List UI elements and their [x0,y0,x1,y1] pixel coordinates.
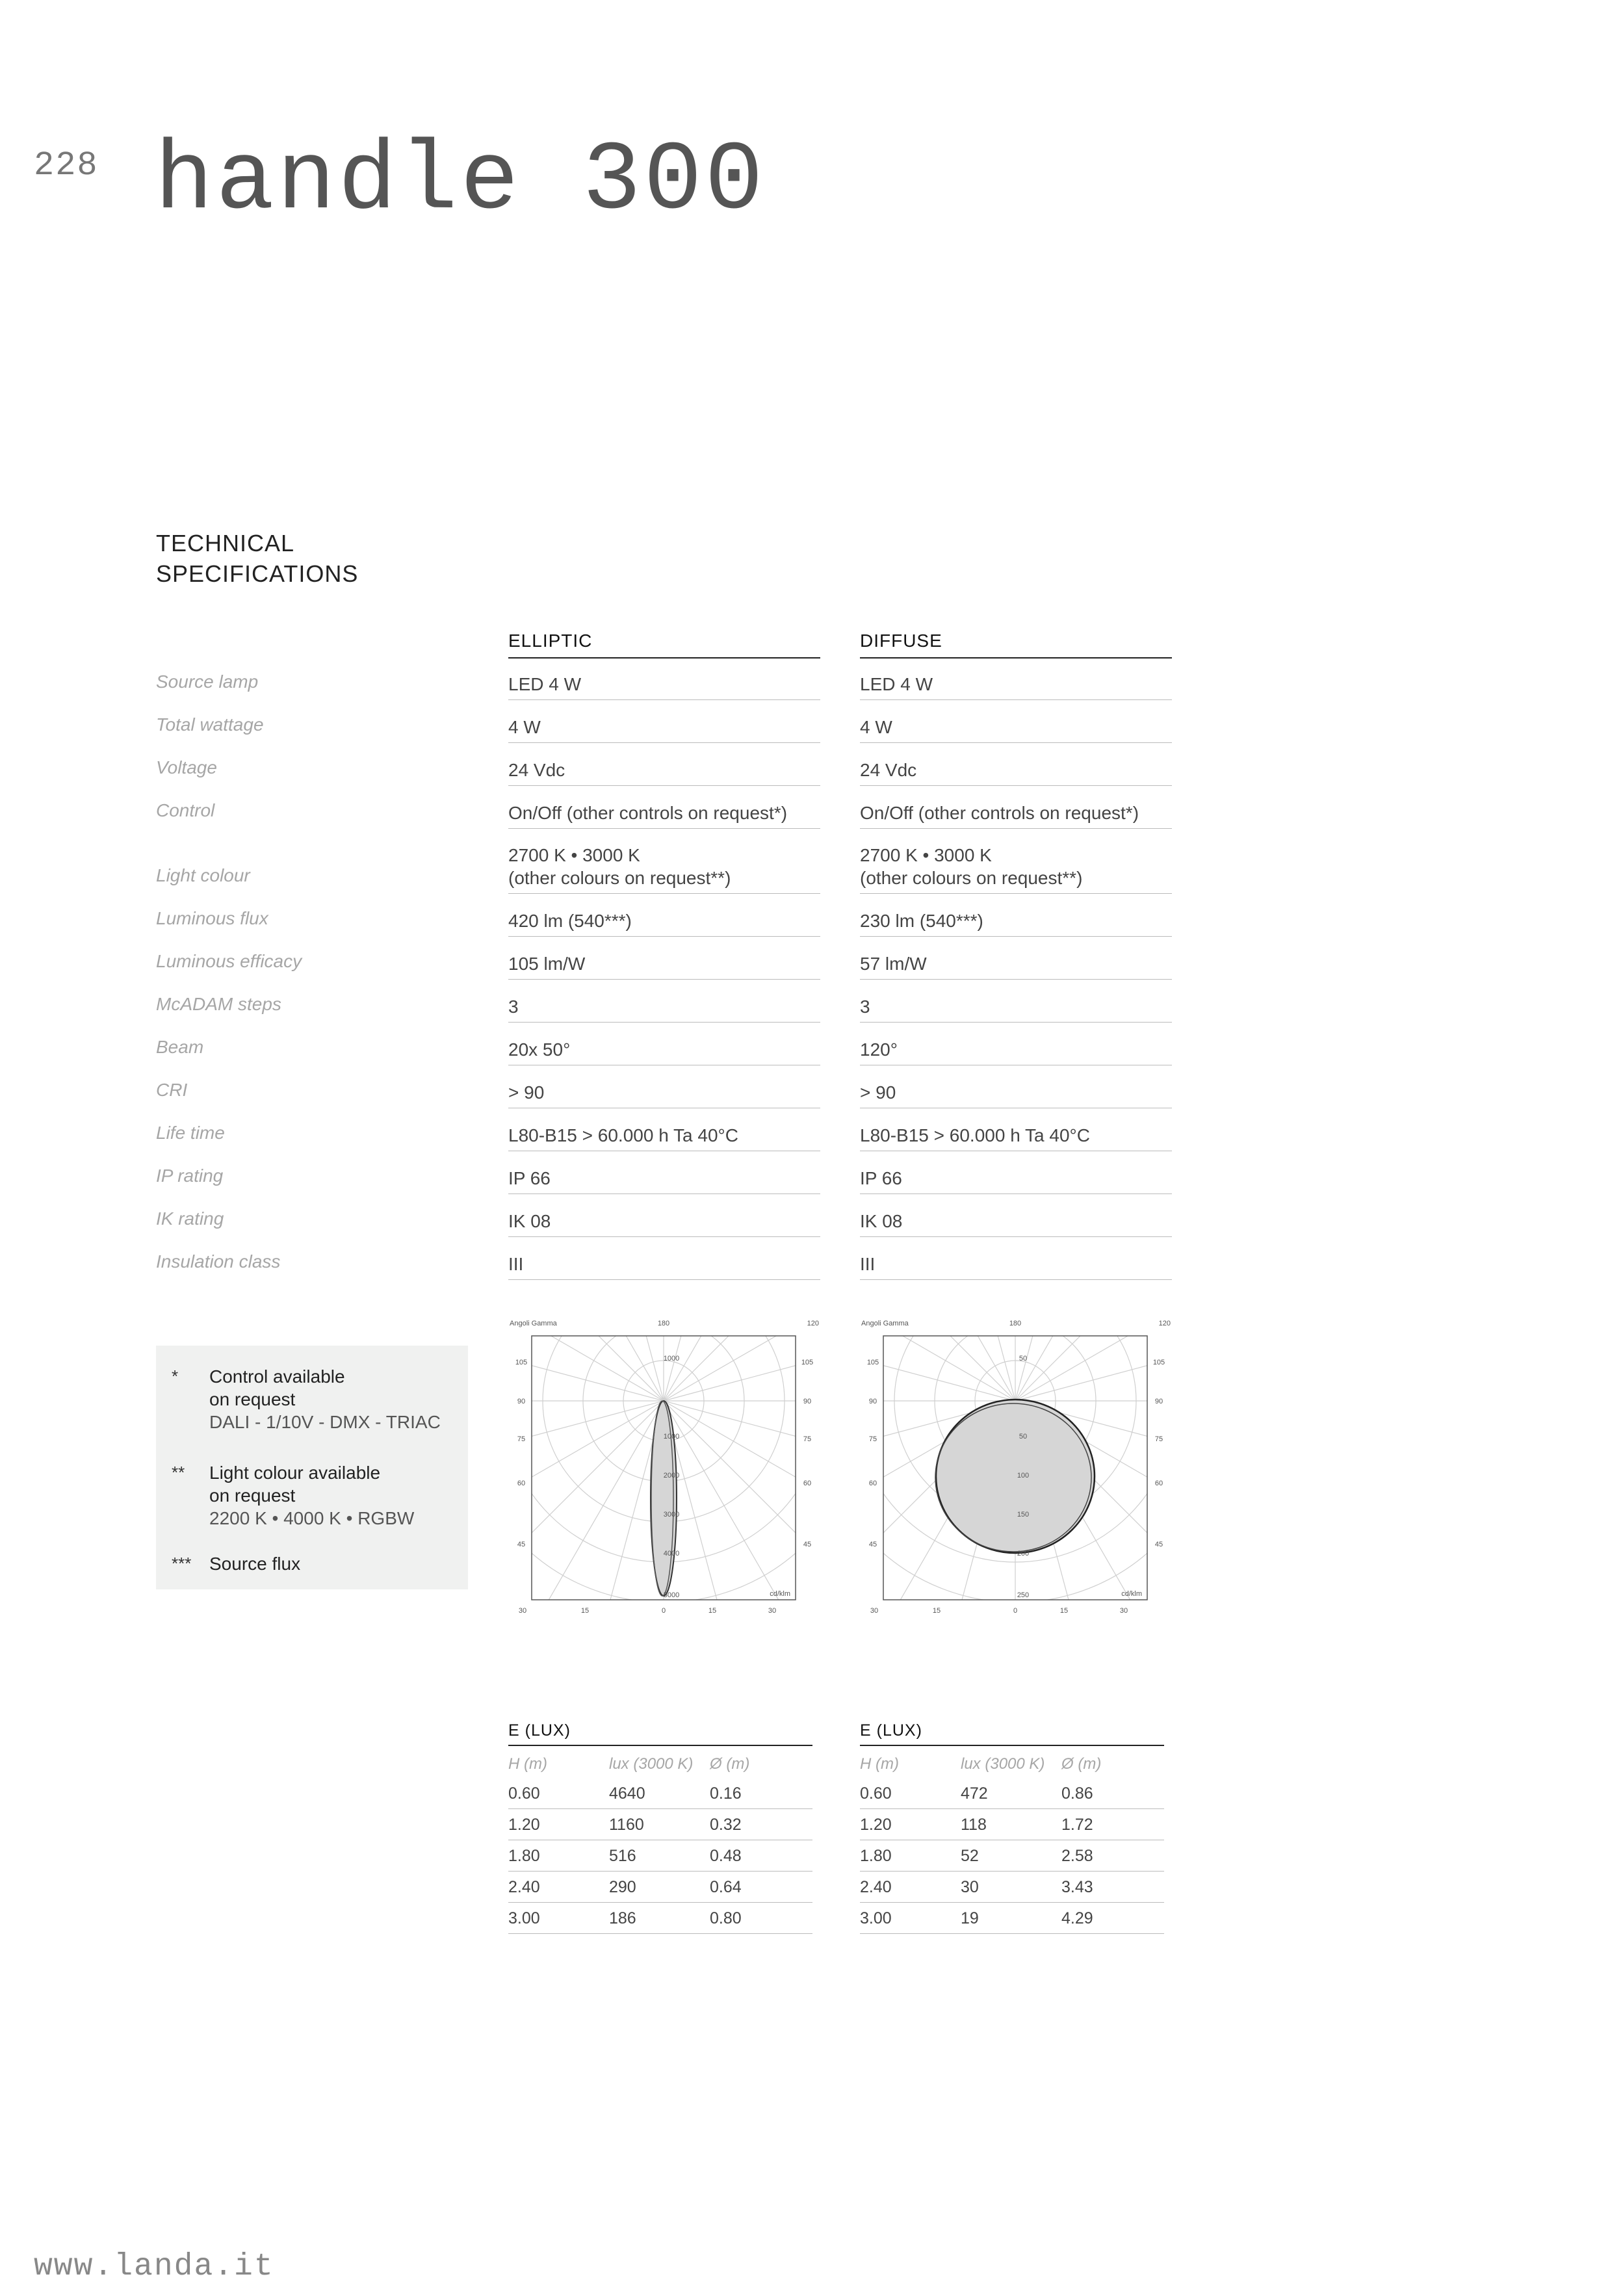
spec-value-elliptic [508,937,820,980]
spec-value-diffuse [860,980,1172,1023]
polar-header-mid: 180 [1009,1320,1022,1327]
spec-value-diffuse [860,700,1172,743]
spec-value-line: L80-B15 > 60.000 h Ta 40°C [860,1125,1090,1145]
spec-value-line: 3 [860,997,870,1017]
polar-bottom-label: 15 [1059,1607,1069,1615]
spec-value-line: L80-B15 > 60.000 h Ta 40°C [508,1125,738,1145]
spec-value-line: On/Off (other controls on request*) [860,803,1139,823]
spec-value-elliptic [508,786,820,829]
polar-side-label-left: 105 [866,1359,879,1366]
spec-value-line: 230 lm (540***) [860,911,983,931]
column-header-diffuse: DIFFUSE [860,631,1172,659]
spec-value-elliptic [508,743,820,786]
column-header-elliptic: ELLIPTIC [508,631,820,659]
spec-label: McADAM steps [156,994,281,1014]
spec-value-line: III [508,1254,524,1274]
spec-value-line: 4 W [508,717,541,737]
spec-value-line: > 90 [860,1082,896,1102]
polar-radial-label: 3000 [663,1511,680,1519]
spec-label: IP rating [156,1166,224,1186]
polar-grid-ray [664,1316,820,1401]
polar-side-label-right: 105 [1152,1359,1165,1366]
lux-table-cell: 1160 [609,1816,644,1834]
note-text [209,1552,300,1575]
lux-column-header: H (m) [860,1755,899,1773]
spec-label: Luminous efficacy [156,951,302,971]
polar-radial-label: 50 [1019,1433,1028,1441]
lux-table-row [508,1872,812,1903]
lux-table-cell: 118 [961,1816,987,1834]
spec-label: Control [156,800,215,820]
lux-table-title: E (LUX) [508,1721,812,1746]
spec-value-line: 24 Vdc [508,760,565,780]
polar-bottom-label: 30 [518,1607,527,1615]
spec-value-line: IP 66 [860,1168,902,1188]
spec-value-line: IK 08 [860,1211,903,1231]
lux-table-cell: 472 [961,1784,988,1803]
lux-table-row [860,1841,1164,1872]
spec-label: Total wattage [156,714,264,735]
spec-value-diffuse [860,743,1172,786]
spec-value-line: > 90 [508,1082,545,1102]
lux-table-title: E (LUX) [860,1721,1164,1746]
lux-table-cell: 30 [961,1878,979,1896]
note-title-line: Light colour available [209,1463,381,1483]
lux-table-cell: 290 [609,1878,636,1896]
spec-value-elliptic [508,829,820,894]
polar-side-label-left: 105 [515,1359,528,1366]
polar-grid-ray [1015,1316,1172,1401]
polar-curve-diffuse [936,1400,1095,1553]
spec-label: Life time [156,1123,225,1143]
lux-table-row [860,1872,1164,1903]
spec-value-line: 4 W [860,717,892,737]
lux-table-row [508,1903,812,1934]
polar-grid-ray [664,1316,820,1401]
lux-table-cell: 0.16 [710,1784,742,1803]
note-mark: *** [172,1554,192,1573]
polar-header-left: Angoli Gamma [510,1320,557,1327]
spec-value-diffuse [860,1194,1172,1237]
lux-table-cell: 0.60 [860,1784,892,1803]
spec-value-diffuse [860,1151,1172,1194]
lux-table-cell: 186 [609,1909,636,1927]
polar-bottom-label: 0 [1013,1607,1018,1615]
polar-side-label-left: 90 [868,1398,877,1405]
note-title-line: on request [209,1485,296,1506]
lux-table-cell: 0.32 [710,1816,742,1834]
spec-value-line: 2700 K • 3000 K [860,845,992,865]
polar-grid-ray [1015,1316,1172,1401]
polar-side-label-right: 75 [1154,1435,1163,1443]
spec-value-elliptic [508,1108,820,1151]
spec-label: Light colour [156,865,250,885]
spec-value-elliptic [508,1065,820,1108]
note-text [209,1365,441,1433]
polar-grid-ray [546,1401,664,1622]
polar-bottom-label: 30 [870,1607,879,1615]
lux-table-cell: 1.20 [860,1816,892,1834]
spec-value-elliptic [508,894,820,937]
polar-radial-label: 200 [1017,1550,1030,1558]
spec-value-line: 57 lm/W [860,954,927,974]
lux-table-cell: 4640 [609,1784,645,1803]
lux-table-cell: 3.00 [860,1909,892,1927]
polar-bottom-label: 30 [1119,1607,1128,1615]
lux-column-header: Ø (m) [1061,1755,1102,1773]
spec-value-diffuse [860,786,1172,829]
spec-value-diffuse [860,1065,1172,1108]
spec-value-elliptic [508,700,820,743]
spec-value-line: 3 [508,997,519,1017]
lux-table-cell: 0.48 [710,1847,742,1865]
polar-bottom-label: 15 [580,1607,590,1615]
section-heading-line: SPECIFICATIONS [156,560,359,587]
lux-table-cell: 1.20 [508,1816,540,1834]
polar-grid-ray [661,1401,781,1622]
polar-side-label-right: 90 [803,1398,812,1405]
note-detail: 2200 K • 4000 K • RGBW [209,1508,415,1528]
polar-side-label-right: 75 [803,1435,812,1443]
polar-radial-label: 150 [1017,1511,1030,1519]
spec-value-diffuse [860,1108,1172,1151]
polar-radial-label: 50 [1019,1355,1028,1363]
spec-label: IK rating [156,1208,224,1229]
lux-column-header: H (m) [508,1755,547,1773]
spec-label: Insulation class [156,1251,281,1272]
spec-value-line: III [860,1254,876,1274]
note-title-line: on request [209,1389,296,1409]
polar-radial-label: 1000 [663,1433,680,1441]
polar-side-label-right: 60 [1154,1480,1163,1487]
section-heading-line: TECHNICAL [156,530,295,556]
spec-label: CRI [156,1080,188,1100]
spec-value-line: (other colours on request**) [508,868,731,888]
polar-grid-ray [664,1316,781,1401]
polar-side-label-left: 75 [868,1435,877,1443]
spec-value-line: 24 Vdc [860,760,917,780]
spec-value-diffuse [860,937,1172,980]
spec-value-line: On/Off (other controls on request*) [508,803,788,823]
lux-table-row [508,1810,812,1840]
polar-unit-label: cd/klm [770,1590,790,1598]
spec-label: Source lamp [156,672,259,692]
spec-value-elliptic [508,1023,820,1065]
lux-table-cell: 52 [961,1847,979,1865]
lux-table-row [860,1779,1164,1809]
polar-chart-elliptic [508,1316,820,1622]
polar-side-label-right: 45 [1154,1541,1163,1548]
polar-bottom-label: 30 [768,1607,777,1615]
spec-value-elliptic [508,1237,820,1280]
spec-label: Luminous flux [156,908,268,928]
polar-side-label-left: 45 [517,1541,526,1548]
polar-header-mid: 180 [657,1320,670,1327]
spec-label: Beam [156,1037,204,1057]
spec-value-line: IP 66 [508,1168,551,1188]
spec-value-line: (other colours on request**) [860,868,1083,888]
polar-diagram-elliptic [508,1316,820,1622]
footer-url[interactable]: www.landa.it [34,2249,274,2284]
lux-table-cell: 2.58 [1061,1847,1093,1865]
lux-table-cell: 3.43 [1061,1878,1093,1896]
spec-value-diffuse [860,1237,1172,1280]
note-mark: ** [172,1463,185,1482]
lux-table-cell: 4.29 [1061,1909,1093,1927]
page-number: 228 [34,146,99,185]
polar-radial-label: 2000 [663,1472,680,1480]
spec-value-elliptic [508,1194,820,1237]
polar-diagram-diffuse [860,1316,1172,1622]
polar-side-label-left: 60 [517,1480,526,1487]
note-title-line: Source flux [209,1554,301,1574]
polar-chart-diffuse [860,1316,1172,1622]
polar-grid-ray [546,1316,664,1401]
polar-side-label-right: 105 [801,1359,814,1366]
polar-header-right: 120 [807,1320,819,1327]
polar-side-label-left: 90 [517,1398,526,1405]
spec-value-diffuse [860,829,1172,894]
polar-unit-label: cd/klm [1121,1590,1142,1598]
polar-grid [860,1316,1172,1622]
spec-value-diffuse [860,657,1172,700]
polar-grid-ray [1015,1316,1172,1401]
spec-value-line: 2700 K • 3000 K [508,845,640,865]
lux-table-cell: 516 [609,1847,636,1865]
polar-header-right: 120 [1158,1320,1171,1327]
note-detail: DALI - 1/10V - DMX - TRIAC [209,1412,441,1432]
spec-value-line: IK 08 [508,1211,551,1231]
spec-value-line: LED 4 W [508,674,582,694]
polar-grid-ray [1015,1316,1133,1401]
polar-grid-ray [1015,1316,1172,1401]
lux-table-cell: 1.80 [508,1847,540,1865]
polar-bottom-label: 15 [708,1607,717,1615]
lux-table-row [508,1779,812,1809]
polar-bottom-label: 15 [932,1607,941,1615]
polar-radial-label: 250 [1017,1591,1030,1599]
polar-radial-label: 4000 [663,1550,680,1558]
lux-table-cell: 0.60 [508,1784,540,1803]
lux-table-cell: 2.40 [860,1878,892,1896]
lux-table-cell: 0.80 [710,1909,742,1927]
polar-radial-label: 5000 [663,1591,680,1599]
lux-column-header: lux (3000 K) [961,1755,1045,1773]
spec-value-line: LED 4 W [860,674,933,694]
spec-value-line: 420 lm (540***) [508,911,632,931]
lux-table-cell: 19 [961,1909,979,1927]
lux-table-cell: 3.00 [508,1909,540,1927]
lux-column-header: lux (3000 K) [609,1755,694,1773]
spec-value-line: 20x 50° [508,1039,571,1060]
polar-side-label-left: 75 [517,1435,526,1443]
lux-table-row [860,1810,1164,1840]
spec-label: Voltage [156,757,217,777]
polar-side-label-right: 60 [803,1480,812,1487]
spec-value-elliptic [508,1151,820,1194]
spec-value-diffuse [860,1023,1172,1065]
spec-value-line: 120° [860,1039,898,1060]
polar-grid-ray [664,1316,820,1401]
spec-value-diffuse [860,894,1172,937]
spec-value-line: 105 lm/W [508,954,586,974]
lux-table-row [860,1903,1164,1934]
lux-table-cell: 2.40 [508,1878,540,1896]
spec-value-elliptic [508,980,820,1023]
lux-table-cell: 0.64 [710,1878,742,1896]
spec-value-elliptic [508,657,820,700]
note-title-line: Control available [209,1366,345,1387]
notes-box [156,1346,468,1589]
polar-grid-ray [898,1316,1015,1401]
lux-table-cell: 1.72 [1061,1816,1093,1834]
polar-radial-label: 100 [1017,1472,1030,1480]
polar-side-label-left: 45 [868,1541,877,1548]
polar-grid-ray [664,1316,820,1401]
note-mark: * [172,1366,179,1386]
section-heading [156,528,358,589]
polar-radial-label: 1000 [663,1355,680,1363]
polar-side-label-left: 60 [868,1480,877,1487]
polar-side-label-right: 90 [1154,1398,1163,1405]
polar-side-label-right: 45 [803,1541,812,1548]
lux-column-header: Ø (m) [710,1755,750,1773]
polar-bottom-label: 0 [661,1607,666,1615]
polar-header-left: Angoli Gamma [861,1320,909,1327]
lux-table-cell: 0.86 [1061,1784,1093,1803]
lux-table-cell: 1.80 [860,1847,892,1865]
note-text [209,1461,414,1530]
page-title: handle 300 [155,127,766,237]
lux-table-row [508,1841,812,1872]
